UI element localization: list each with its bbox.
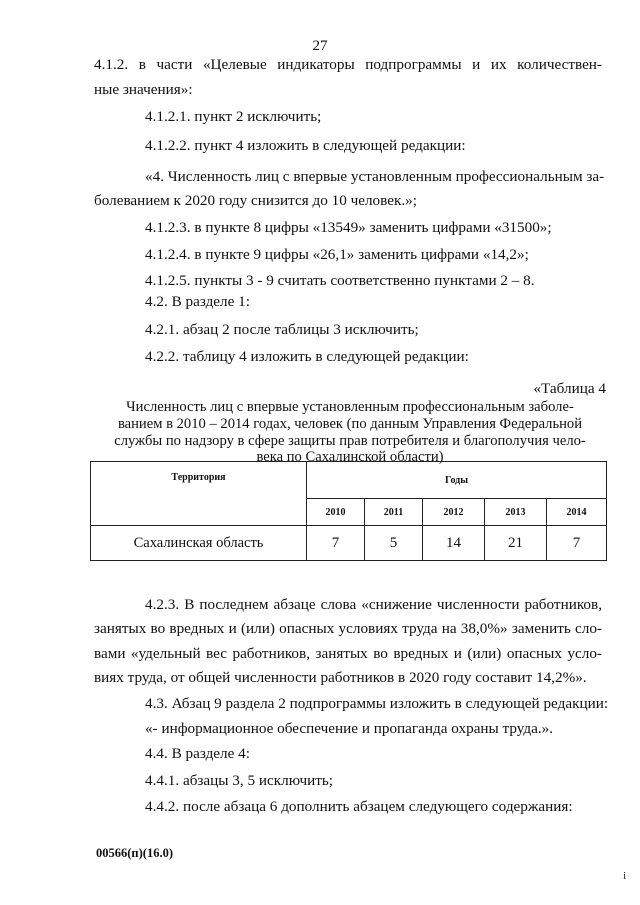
cell-value-2014: 7 xyxy=(547,526,607,561)
edge-mark: i xyxy=(623,871,626,882)
paragraph: 4.1.2. в части «Целевые индикаторы подпрограммы и их количествен- xyxy=(94,56,602,73)
paragraph: ные значения»: xyxy=(94,81,193,98)
header-year-2014: 2014 xyxy=(547,499,607,526)
paragraph: 4.4. В разделе 4: xyxy=(145,745,250,762)
paragraph: 4.2.1. абзац 2 после таблицы 3 исключить; xyxy=(145,321,419,338)
header-territory: Территория xyxy=(91,462,307,526)
page-number: 27 xyxy=(312,38,328,54)
paragraph: вами «удельный вес работников, занятых во вредных и (или) опасных усло- xyxy=(94,645,602,662)
table-caption-line: Численность лиц с впервые установленным профессиональным заболе- xyxy=(126,399,574,415)
document-code: 00566(п)(16.0) xyxy=(96,846,173,860)
paragraph: 4.2.3. В последнем абзаце слова «снижение численности работников, xyxy=(145,596,602,613)
paragraph: 4.4.1. абзацы 3, 5 исключить; xyxy=(145,772,334,789)
paragraph: 4.3. Абзац 9 раздела 2 подпрограммы изложить в следующей редакции: xyxy=(145,695,609,712)
header-year-2013: 2013 xyxy=(485,499,547,526)
header-year-2011: 2011 xyxy=(365,499,423,526)
paragraph: 4.2. В разделе 1: xyxy=(145,293,250,310)
paragraph: 4.2.2. таблицу 4 изложить в следующей редакции: xyxy=(145,348,469,365)
cell-value-2010: 7 xyxy=(307,526,365,561)
header-years: Годы xyxy=(307,462,607,499)
paragraph: занятых во вредных и (или) опасных условиях труда на 38,0%» заменить сло- xyxy=(94,620,602,637)
paragraph: «4. Численность лиц с впервые установленным профессиональным за- xyxy=(145,168,605,185)
cell-value-2011: 5 xyxy=(365,526,423,561)
header-year-2010: 2010 xyxy=(307,499,365,526)
paragraph: 4.4.2. после абзаца 6 дополнить абзацем следующего содержания: xyxy=(145,798,573,815)
table-label: «Таблица 4 xyxy=(533,380,606,397)
paragraph: 4.1.2.4. в пункте 9 цифры «26,1» заменить цифрами «14,2»; xyxy=(145,246,529,263)
cell-value-2012: 14 xyxy=(423,526,485,561)
table-caption-line: ванием в 2010 – 2014 годах, человек (по данным Управления Федеральной xyxy=(117,416,583,432)
table-caption-line: службы по надзору в сфере защиты прав потребителя и благополучия чело- xyxy=(114,433,586,449)
table-row xyxy=(91,526,607,561)
paragraph: 4.1.2.3. в пункте 8 цифры «13549» заменить цифрами «31500»; xyxy=(145,219,552,236)
paragraph: 4.1.2.1. пункт 2 исключить; xyxy=(145,108,322,125)
table-caption-line: века по Сахалинской области) xyxy=(256,449,444,465)
paragraph: виях труда, от общей численности работников в 2020 году составит 14,2%». xyxy=(94,669,587,686)
paragraph: 4.1.2.5. пункты 3 - 9 считать соответственно пунктами 2 – 8. xyxy=(145,272,535,289)
paragraph: болеванием к 2020 году снизится до 10 человек.»; xyxy=(94,192,417,209)
cell-value-2013: 21 xyxy=(485,526,547,561)
paragraph: 4.1.2.2. пункт 4 изложить в следующей редакции: xyxy=(145,137,466,154)
header-year-2012: 2012 xyxy=(423,499,485,526)
data-table xyxy=(90,461,607,561)
cell-region: Сахалинская область xyxy=(91,526,307,561)
paragraph: «- информационное обеспечение и пропаганда охраны труда.». xyxy=(145,720,554,737)
